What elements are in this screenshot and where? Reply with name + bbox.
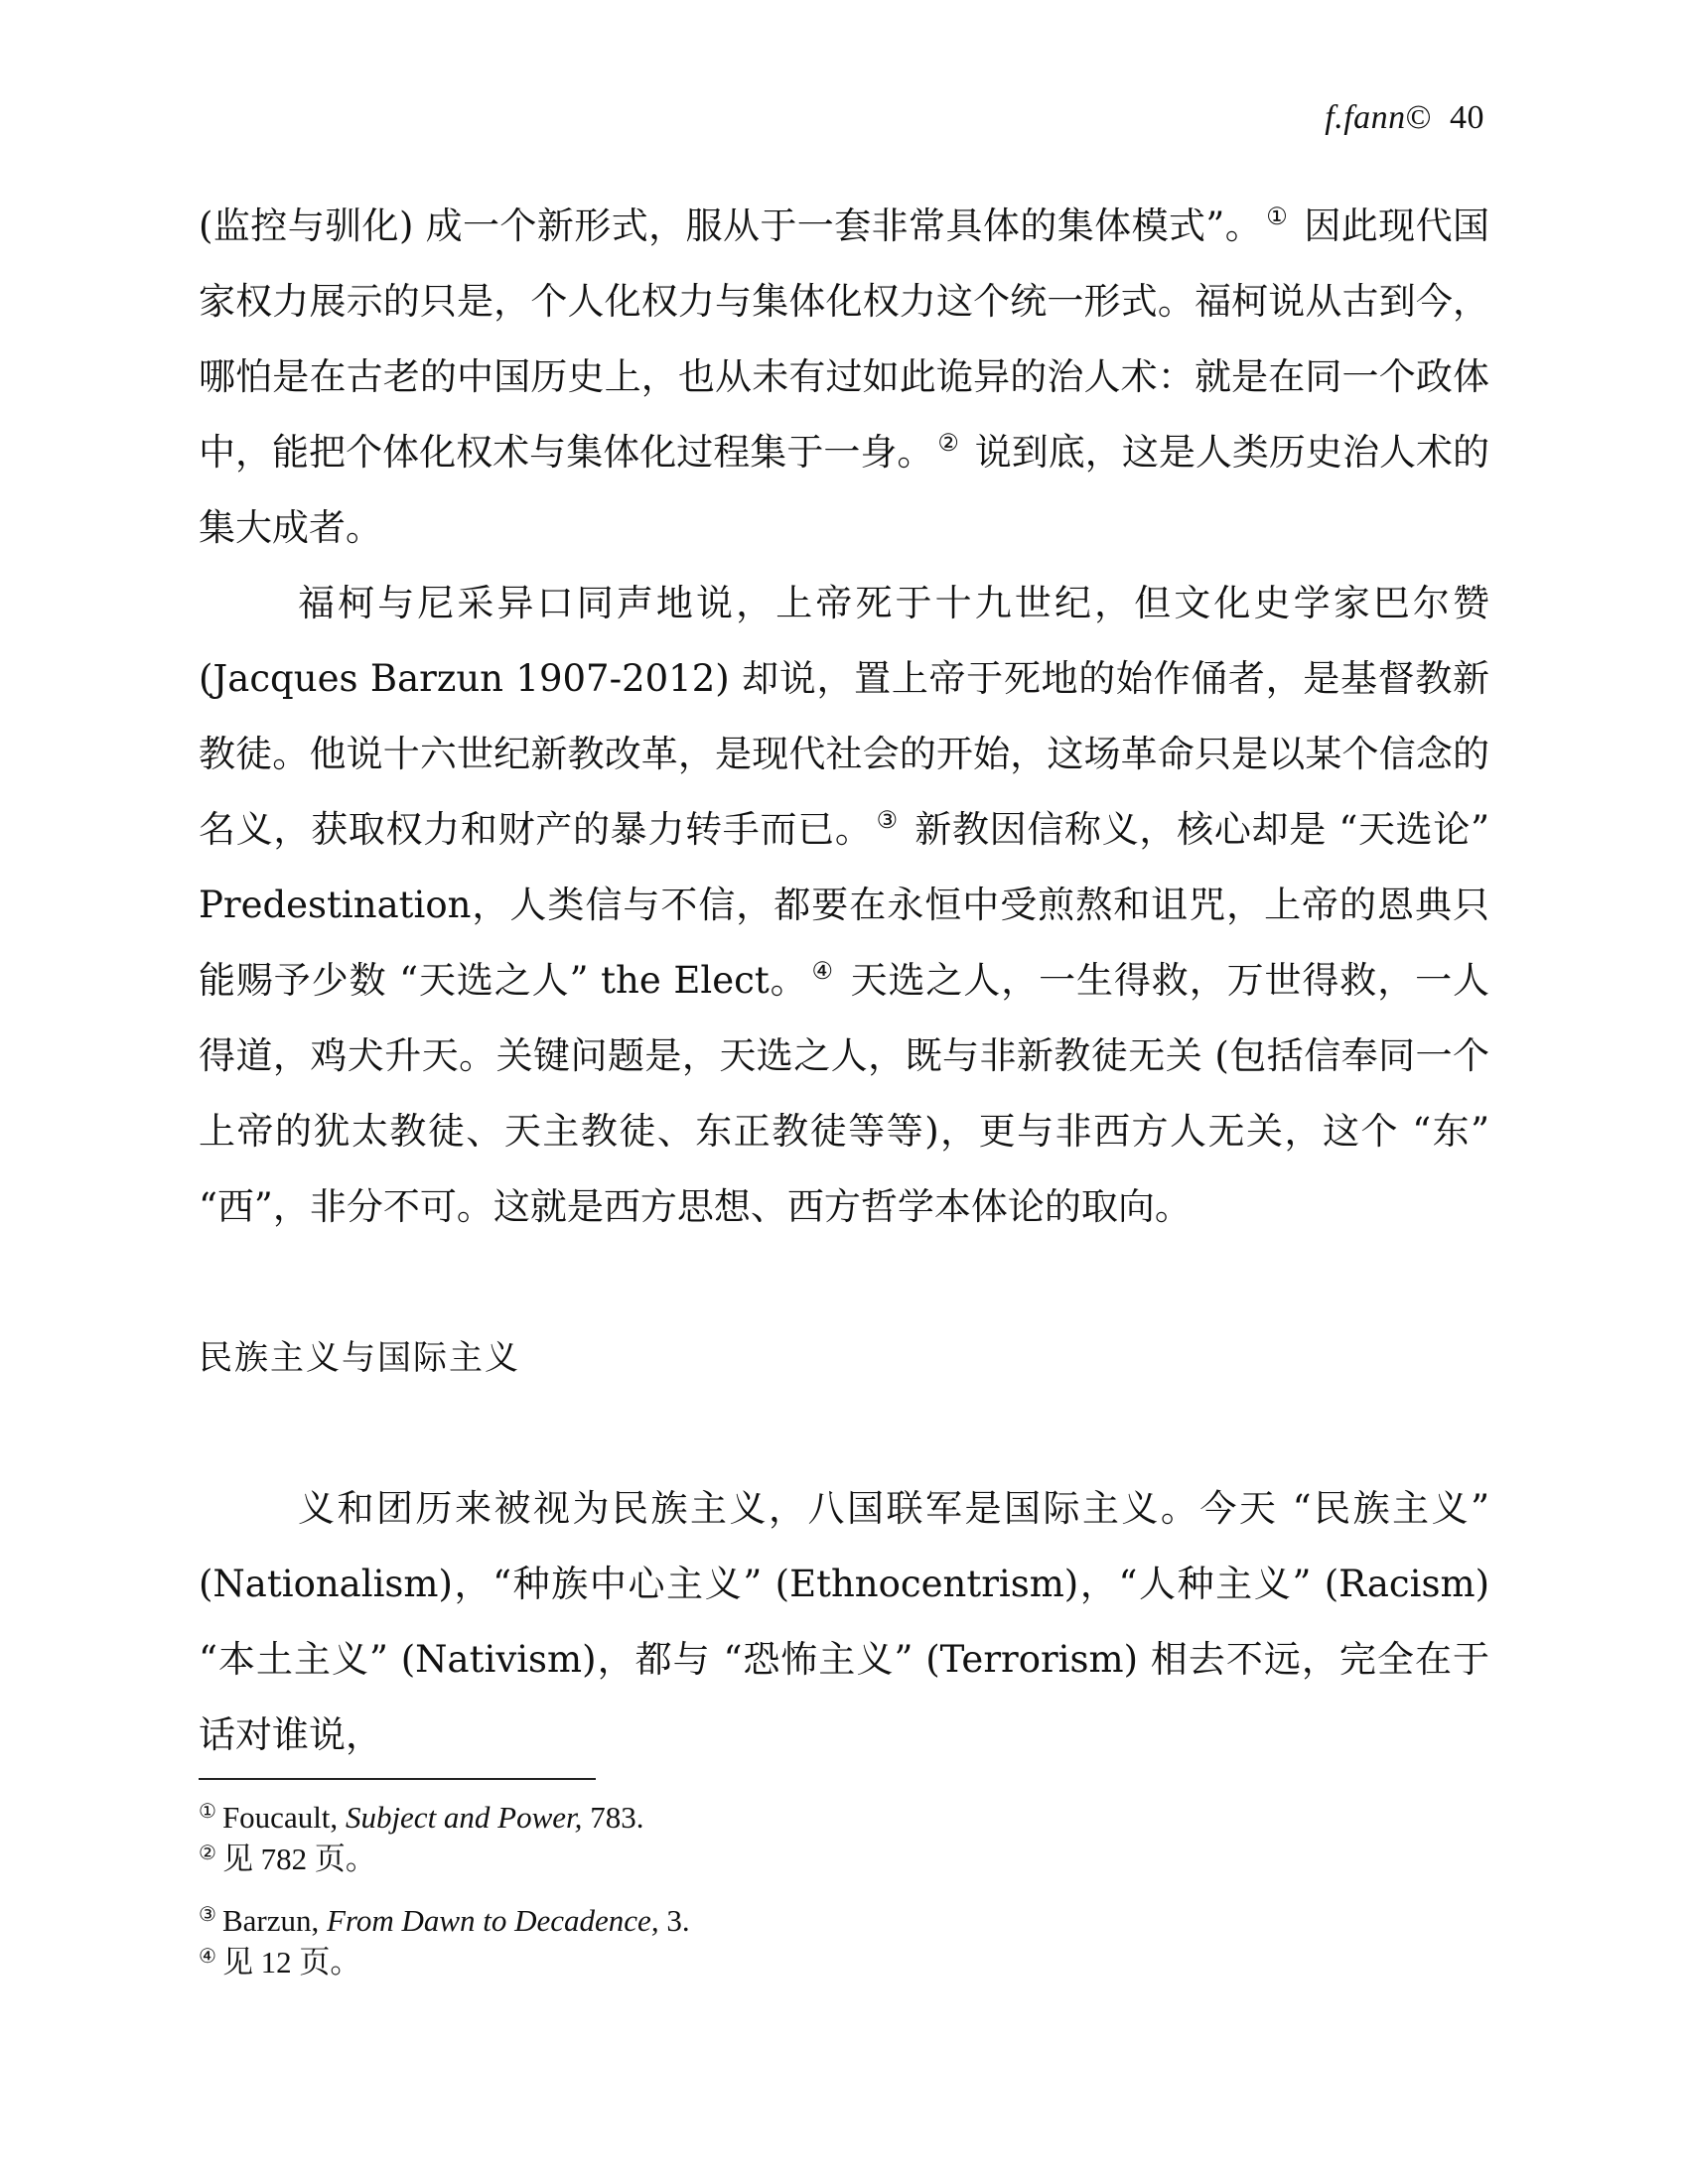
header-author: f.fann xyxy=(1325,99,1406,136)
footnote-2 xyxy=(199,1839,1291,1880)
footnote-3-page: 3. xyxy=(658,1903,690,1938)
footnote-3-marker: ③ xyxy=(199,1904,216,1926)
footnote-ref-4[interactable]: ④ xyxy=(811,957,834,985)
footnote-3 xyxy=(199,1900,1291,1942)
footnote-1 xyxy=(199,1797,1291,1839)
footnote-4-text: 见 12 页。 xyxy=(221,1945,361,1979)
footnote-1-marker: ① xyxy=(199,1801,216,1823)
paragraph-2-part-a: 福柯与尼采异口同声地说，上帝死于十九世纪，但文化史学家巴尔赞 (Jacques Barzun 1907-2012) 却说，置上帝于死地的始作俑者，是基督教新教徒。他说十六世纪新教改革，是现代社会的开始，这场革命只是以某个信念的名义，获取权力和财产的暴力转手而已。 xyxy=(199,582,1489,851)
footnote-divider xyxy=(199,1778,596,1780)
section-heading: 民族主义与国际主义 xyxy=(199,1338,520,1378)
paragraph-2 xyxy=(199,566,1489,1245)
footnote-4 xyxy=(199,1942,1291,1983)
footnote-3-title: From Dawn to Decadence, xyxy=(326,1903,659,1938)
copyright-symbol: © xyxy=(1405,99,1432,136)
page-header xyxy=(1325,99,1484,137)
paragraph-2-part-c: 天选之人，一生得救，万世得救，一人得道，鸡犬升天。关键问题是，天选之人，既与非新教徒无关 (包括信奉同一个上帝的犹太教徒、天主教徒、东正教徒等等)，更与非西方人无关，这个 “东” “西”，非分不可。这就是西方思想、西方哲学本体论的取向。 xyxy=(199,959,1489,1228)
footnote-ref-2[interactable]: ② xyxy=(937,429,959,457)
paragraph-2-part-b: 新教因信称义，核心却是 “天选论” Predestination，人类信与不信，都要在永恒中受煎熬和诅咒，上帝的恩典只能赐予少数 “天选之人” the Elect。 xyxy=(199,808,1489,1002)
paragraph-1 xyxy=(199,189,1489,566)
footnote-1-author: Foucault, xyxy=(221,1800,346,1835)
paragraph-3: 义和团历来被视为民族主义，八国联军是国际主义。今天 “民族主义” (Nationalism)，“种族中心主义” (Ethnocentrism)，“人种主义” (Racism) “本土主义” (Nativism)，都与 “恐怖主义” (Terrorism) 相去不远，完全在于话对谁说， xyxy=(199,1487,1489,1756)
footnote-2-text: 见 782 页。 xyxy=(221,1842,376,1876)
footnote-2-marker: ② xyxy=(199,1843,216,1864)
paragraph-1-part-b: 因此现代国家权力展示的只是，个人化权力与集体化权力这个统一形式。福柯说从古到今，哪怕是在古老的中国历史上，也从未有过如此诡异的治人术：就是在同一个政体中，能把个体化权术与集体化过程集于一身。 xyxy=(199,205,1490,474)
footnote-ref-1[interactable]: ① xyxy=(1266,203,1289,230)
footnote-4-marker: ④ xyxy=(199,1946,216,1968)
main-text xyxy=(199,189,1489,1773)
footnote-1-page: 783. xyxy=(582,1800,644,1835)
footnote-ref-3[interactable]: ③ xyxy=(876,806,899,834)
paragraph-1-part-c: 说到底，这是人类历史治人术的集大成者。 xyxy=(199,431,1490,549)
footnote-3-author: Barzun, xyxy=(221,1903,327,1938)
page-number: 40 xyxy=(1450,99,1484,136)
footnote-1-title: Subject and Power, xyxy=(345,1800,583,1835)
paragraph-1-part-a: (监控与驯化) 成一个新形式，服从于一套非常具体的集体模式”。 xyxy=(199,205,1263,247)
footnotes xyxy=(199,1797,1291,1983)
